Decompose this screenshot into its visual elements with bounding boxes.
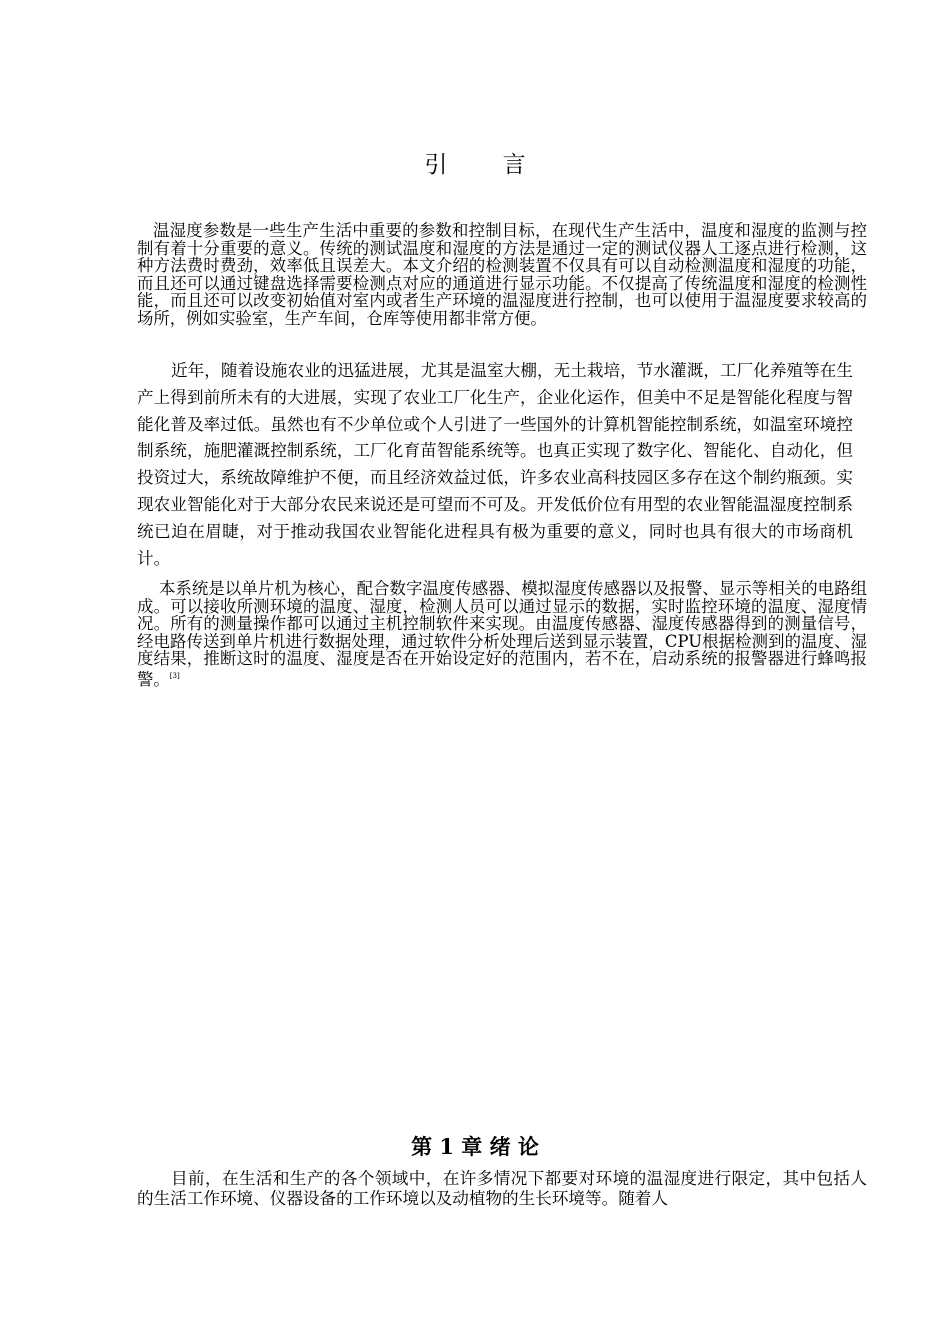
intro-paragraph-3 [137,580,867,689]
intro-paragraph-3-text: 本系统是以单片机为核心，配合数字温度传感器、模拟湿度传感器以及报警、显示等相关的电路组成。可以接收所测环境的温度、湿度，检测人员可以通过显示的数据，实时监控环境的温度、湿度情况。所有的测量操作都可以通过主机控制软件来实现。由温度传感器、湿度传感器得到的测量信号，经电路传送到单片机进行数据处理，通过软件分析处理后送到显示装置，CPU根据检测到的温度、湿度结果，推断这时的温度、湿度是否在开始设定好的范围内，若不在，启动系统的报警器进行蜂鸣报警。 [137,579,867,689]
intro-paragraph-2: 近年，随着设施农业的迅猛进展，尤其是温室大棚，无土栽培，节水灌溉，工厂化养殖等在生产上得到前所未有的大进展，实现了农业工厂化生产，企业化运作，但美中不足是智能化程度与智能化普及率过低。虽然也有不少单位或个人引进了一些国外的计算机智能控制系统，如温室环境控制系统，施肥灌溉控制系统，工厂化育苗智能系统等。也真正实现了数字化、智能化、自动化，但投资过大，系统故障维护不便，而且经济效益过低，许多农业高科技园区多存在这个制约瓶颈。实现农业智能化对于大部分农民来说还是可望而不可及。开发低价位有用型的农业智能温湿度控制系统已迫在眉睫，对于推动我国农业智能化进程具有极为重要的意义，同时也具有很大的市场商机计。 [137,361,853,568]
chapter-1-paragraph-1: 目前，在生活和生产的各个领域中，在许多情况下都要对环境的温湿度进行限定，其中包括人的生活工作环境、仪器设备的工作环境以及动植物的生长环境等。随着人 [137,1169,867,1208]
intro-paragraph-1: 温湿度参数是一些生产生活中重要的参数和控制目标，在现代生产生活中，温度和湿度的监测与控制有着十分重要的意义。传统的测试温度和湿度的方法是通过一定的测试仪器人工逐点进行检测，这种方法费时费劲，效率低且误差大。本文介绍的检测装置不仅具有可以自动检测温度和湿度的功能，而且还可以通过键盘选择需要检测点对应的通道进行显示功能。不仅提高了传统温度和湿度的检测性能，而且还可以改变初始值对室内或者生产环境的温湿度进行控制，也可以使用于温湿度要求较高的场所，例如实验室，生产车间，仓库等使用都非常方便。 [137,221,867,328]
citation-marker: [3] [169,671,180,680]
chapter-1-title: 第 1 章 绪 论 [411,1134,539,1159]
intro-title: 引 言 [424,152,550,178]
